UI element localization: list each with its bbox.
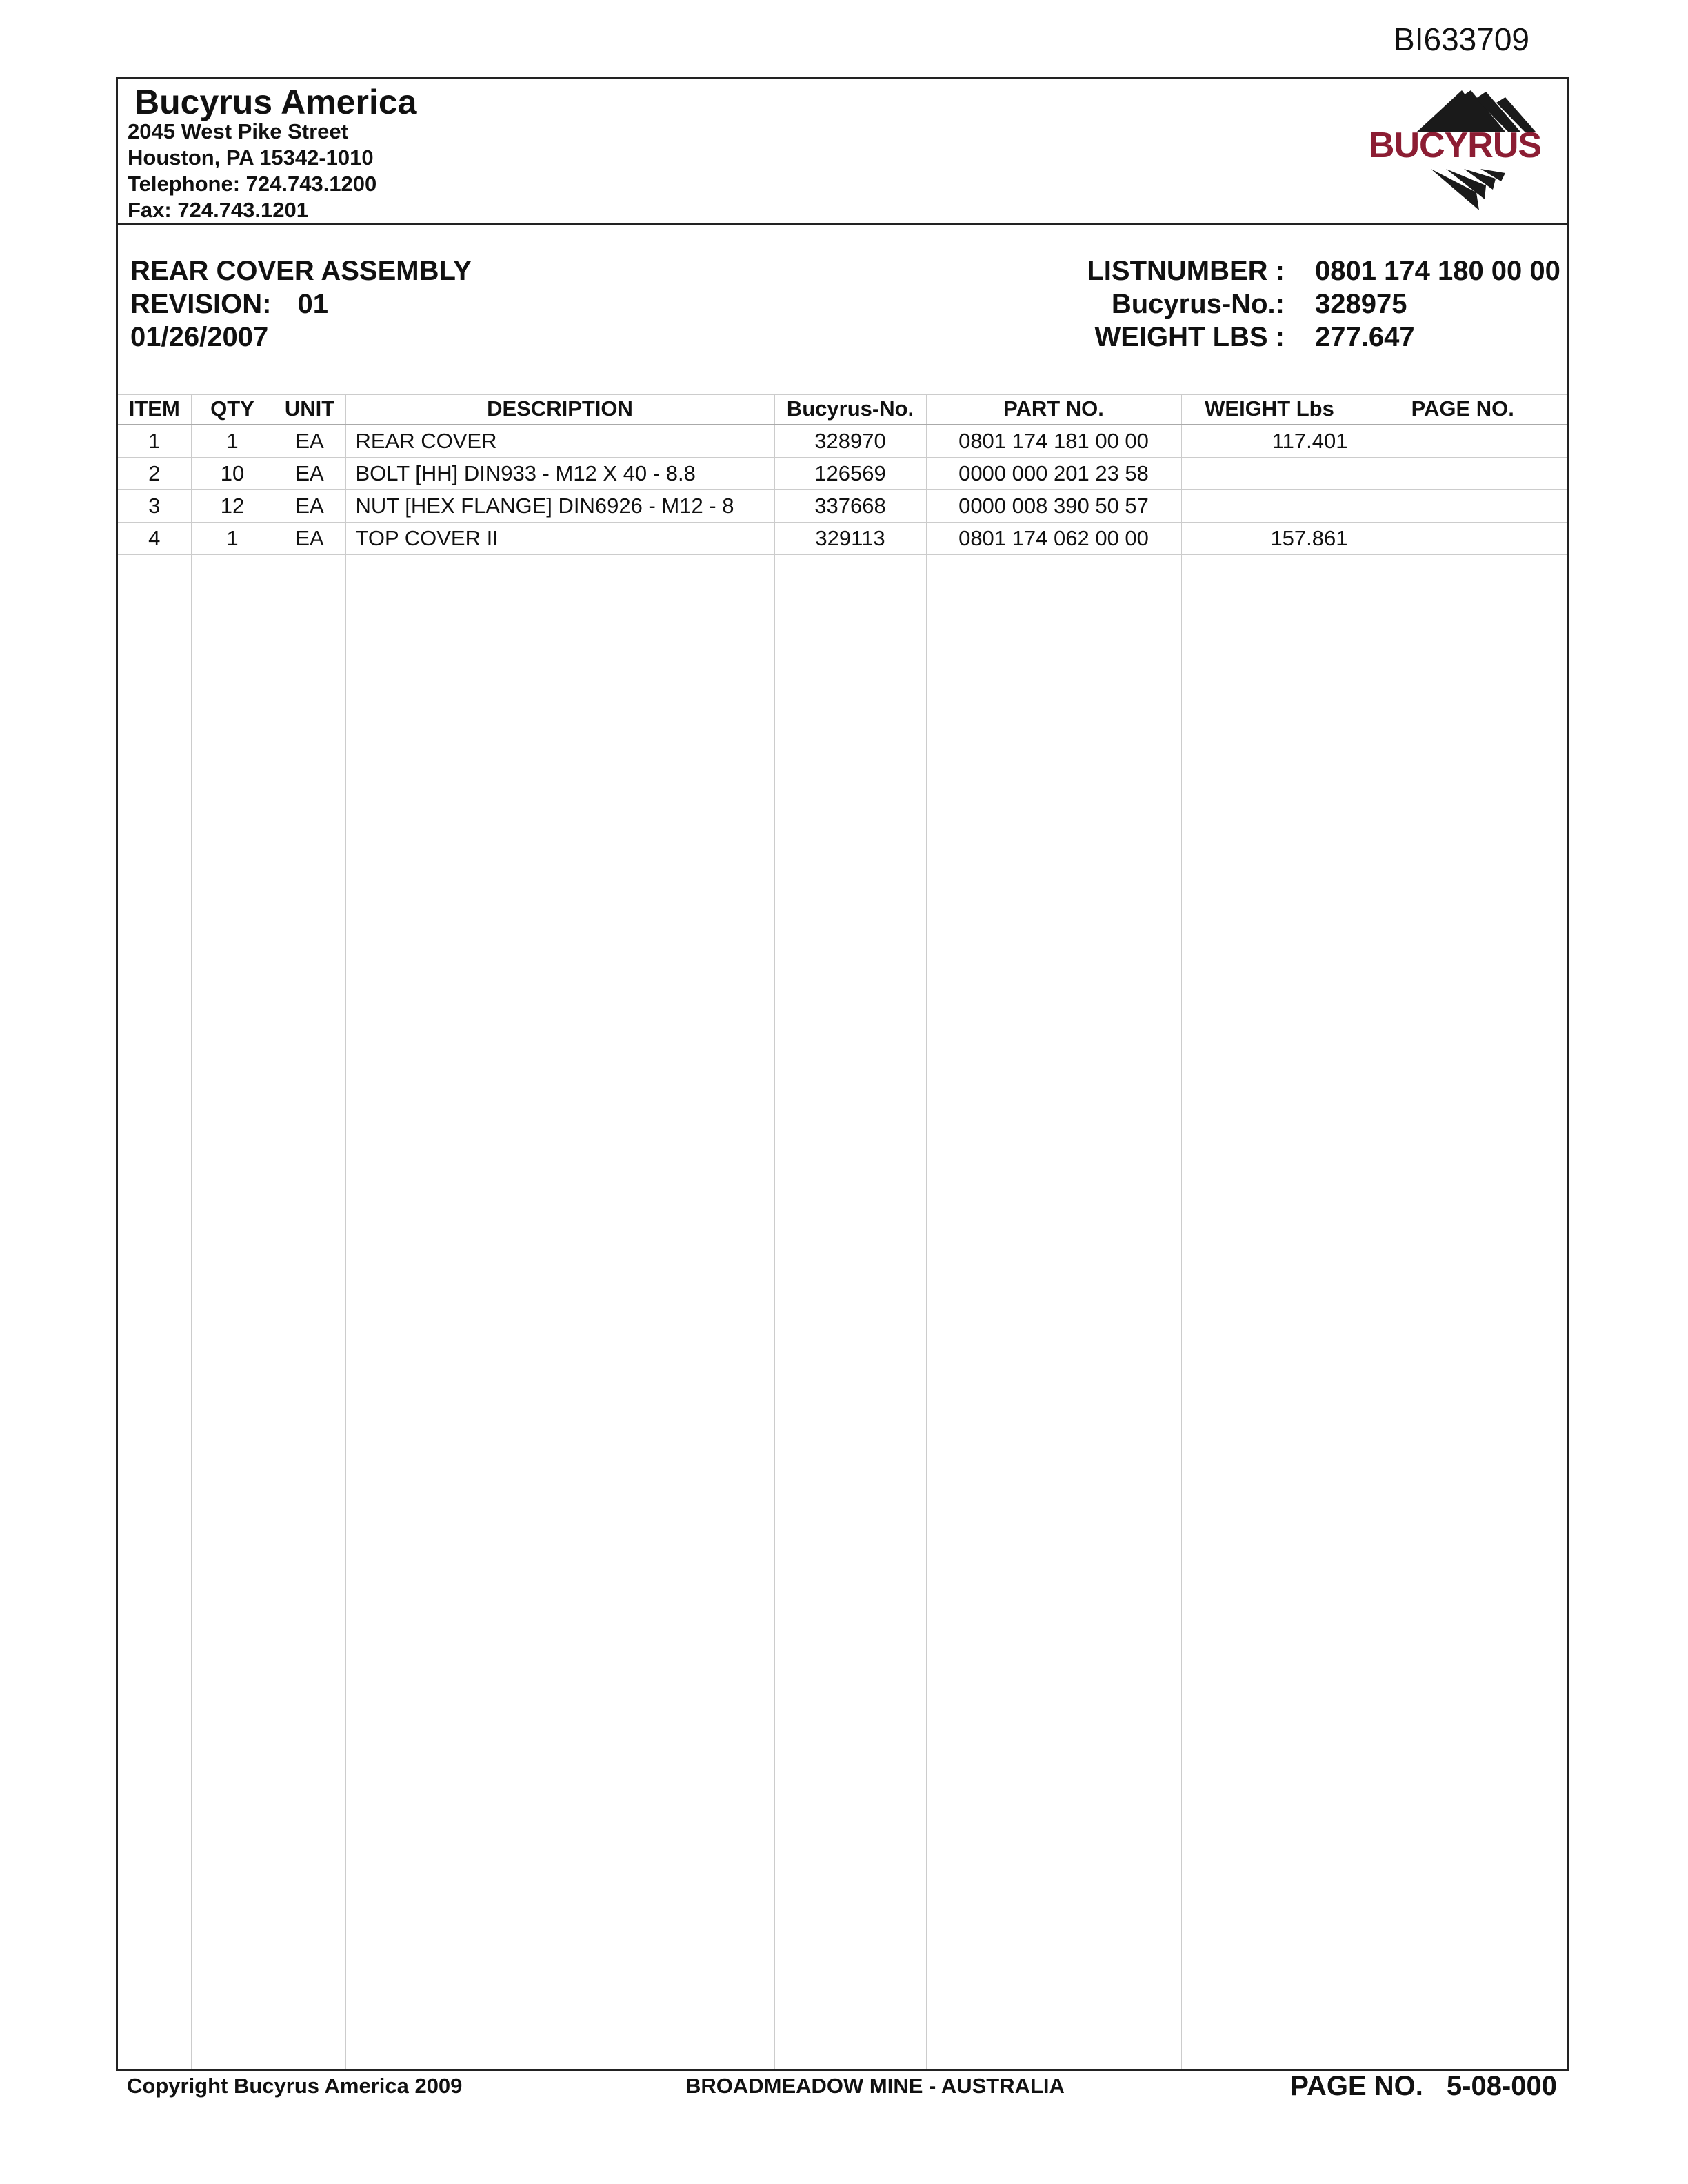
bucyrus-no-label: Bucyrus-No.: [1111, 289, 1285, 319]
company-fax: Fax: 724.743.1201 [128, 198, 308, 222]
cell-description: TOP COVER II [345, 523, 774, 555]
cell-part-no: 0801 174 062 00 00 [926, 523, 1181, 555]
table-row [118, 458, 1567, 490]
company-city: Houston, PA 15342-1010 [128, 145, 374, 170]
assembly-title: REAR COVER ASSEMBLY [130, 256, 472, 286]
col-header-part-no: PART NO. [926, 394, 1181, 425]
assembly-date: 01/26/2007 [130, 322, 269, 352]
cell-part-no: 0000 000 201 23 58 [926, 458, 1181, 490]
company-name: Bucyrus America [134, 83, 417, 121]
table-row [118, 425, 1567, 458]
col-header-description: DESCRIPTION [345, 394, 774, 425]
revision-label: REVISION: [130, 289, 272, 319]
parts-table [118, 394, 1567, 2069]
col-header-weight: WEIGHT Lbs [1181, 394, 1358, 425]
cell-item: 2 [118, 458, 191, 490]
empty-cell [274, 555, 345, 2070]
empty-cell [191, 555, 274, 2070]
col-header-item: ITEM [118, 394, 191, 425]
cell-page-no [1358, 425, 1567, 458]
cell-item: 1 [118, 425, 191, 458]
col-header-page-no: PAGE NO. [1358, 394, 1567, 425]
cell-item: 3 [118, 490, 191, 523]
company-telephone: Telephone: 724.743.1200 [128, 172, 377, 196]
bucyrus-logo [1355, 89, 1555, 213]
cell-bucyrus-no: 126569 [774, 458, 926, 490]
col-header-qty: QTY [191, 394, 274, 425]
bucyrus-no-value: 328975 [1315, 289, 1407, 319]
cell-weight: 117.401 [1181, 425, 1358, 458]
cell-qty: 1 [191, 425, 274, 458]
cell-weight: 157.861 [1181, 523, 1358, 555]
page-label: PAGE NO. [1290, 2071, 1423, 2101]
empty-cell [926, 555, 1181, 2070]
empty-cell [118, 555, 191, 2070]
cell-page-no [1358, 458, 1567, 490]
cell-part-no: 0801 174 181 00 00 [926, 425, 1181, 458]
cell-unit: EA [274, 523, 345, 555]
weight-label: WEIGHT LBS : [1094, 322, 1285, 352]
listnumber-value: 0801 174 180 00 00 [1315, 256, 1560, 286]
cell-part-no: 0000 008 390 50 57 [926, 490, 1181, 523]
cell-unit: EA [274, 490, 345, 523]
cell-page-no [1358, 490, 1567, 523]
table-row [118, 523, 1567, 555]
cell-description: REAR COVER [345, 425, 774, 458]
table-header-row [118, 394, 1567, 425]
empty-cell [345, 555, 774, 2070]
table-empty-space [118, 555, 1567, 2070]
parts-list-sheet [116, 77, 1569, 2071]
cell-page-no [1358, 523, 1567, 555]
footer-page-number [1290, 2071, 1557, 2102]
listnumber-label: LISTNUMBER : [1087, 256, 1285, 286]
footer-site: BROADMEADOW MINE - AUSTRALIA [685, 2074, 1065, 2098]
cell-qty: 1 [191, 523, 274, 555]
cell-weight [1181, 458, 1358, 490]
empty-cell [774, 555, 926, 2070]
cell-unit: EA [274, 425, 345, 458]
cell-bucyrus-no: 337668 [774, 490, 926, 523]
footer-copyright: Copyright Bucyrus America 2009 [127, 2074, 463, 2098]
col-header-bucyrus-no: Bucyrus-No. [774, 394, 926, 425]
col-header-unit: UNIT [274, 394, 345, 425]
logo-wordmark: BUCYRUS [1368, 125, 1542, 165]
empty-cell [1181, 555, 1358, 2070]
cell-weight [1181, 490, 1358, 523]
cell-unit: EA [274, 458, 345, 490]
company-street: 2045 West Pike Street [128, 119, 348, 143]
cell-description: NUT [HEX FLANGE] DIN6926 - M12 - 8 [345, 490, 774, 523]
revision-line [130, 289, 328, 320]
table-row [118, 490, 1567, 523]
parts-table-wrapper [118, 394, 1567, 2069]
cell-qty: 12 [191, 490, 274, 523]
cell-bucyrus-no: 328970 [774, 425, 926, 458]
weight-value: 277.647 [1315, 322, 1415, 352]
cell-description: BOLT [HH] DIN933 - M12 X 40 - 8.8 [345, 458, 774, 490]
cell-item: 4 [118, 523, 191, 555]
assembly-title-block [118, 225, 1567, 395]
company-header [118, 79, 1567, 225]
cell-bucyrus-no: 329113 [774, 523, 926, 555]
document-id: BI633709 [1394, 21, 1529, 57]
revision-value: 01 [297, 289, 328, 319]
page-value: 5-08-000 [1446, 2071, 1557, 2101]
empty-cell [1358, 555, 1567, 2070]
cell-qty: 10 [191, 458, 274, 490]
